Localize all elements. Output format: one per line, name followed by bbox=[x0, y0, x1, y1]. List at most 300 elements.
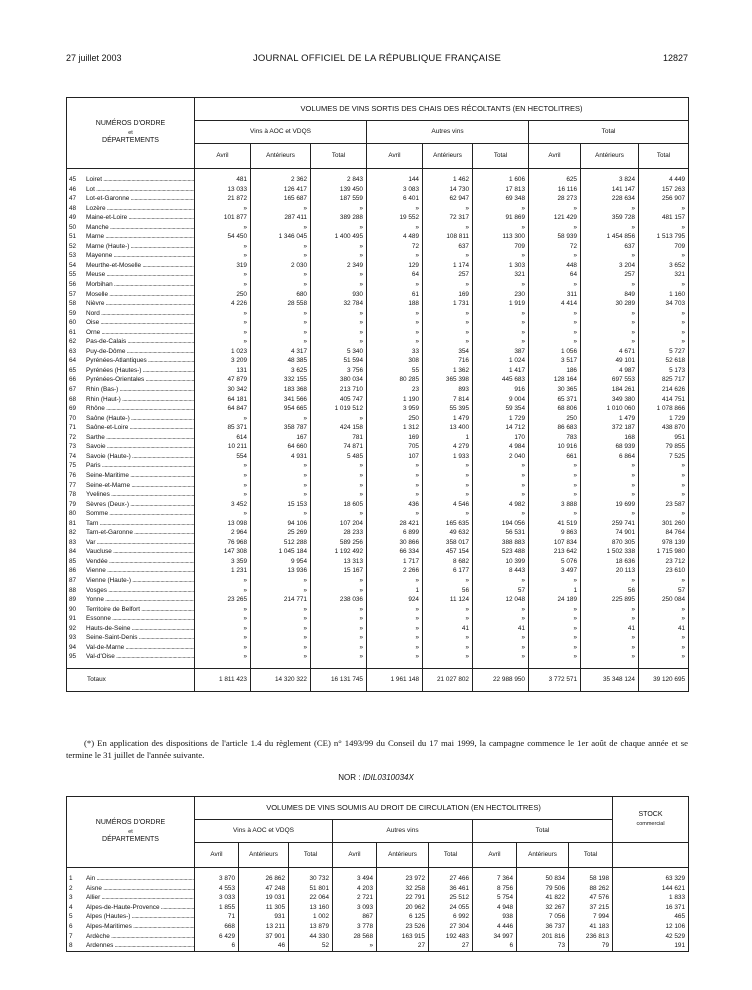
value-cell: » bbox=[251, 633, 311, 643]
value-cell: 6 bbox=[473, 941, 517, 951]
value-cell: » bbox=[367, 624, 423, 634]
value-cell: » bbox=[639, 309, 689, 319]
total-value-cell: 35 348 124 bbox=[581, 668, 639, 691]
col-header: Antérieurs bbox=[377, 843, 429, 868]
nor-reference bbox=[0, 773, 752, 782]
value-cell: 41 183 bbox=[569, 922, 613, 932]
value-cell: 20 962 bbox=[377, 903, 429, 913]
value-cell: » bbox=[367, 643, 423, 653]
value-cell: 63 329 bbox=[613, 874, 689, 884]
value-cell: 1 400 495 bbox=[311, 232, 367, 242]
table-row bbox=[67, 471, 689, 481]
value-cell: 2 349 bbox=[311, 261, 367, 271]
value-cell: 56 bbox=[581, 586, 639, 596]
value-cell: 867 bbox=[333, 912, 377, 922]
value-cell: 19 552 bbox=[367, 213, 423, 223]
value-cell: 23 610 bbox=[639, 566, 689, 576]
department-number: 88 bbox=[69, 586, 77, 594]
department-name: Essonne ..... bbox=[86, 615, 195, 622]
value-cell: » bbox=[473, 309, 529, 319]
value-cell: 6 992 bbox=[429, 912, 473, 922]
value-cell: 72 bbox=[367, 242, 423, 252]
department-name: Rhône ..... bbox=[86, 405, 195, 412]
value-cell: » bbox=[473, 490, 529, 500]
table-row bbox=[67, 614, 689, 624]
department-cell bbox=[67, 414, 195, 424]
value-cell: 22 791 bbox=[377, 893, 429, 903]
department-cell bbox=[67, 461, 195, 471]
department-number: 77 bbox=[69, 481, 77, 489]
table-row bbox=[67, 481, 689, 491]
value-cell: 3 824 bbox=[581, 175, 639, 185]
value-cell: » bbox=[311, 414, 367, 424]
value-cell: 27 bbox=[377, 941, 429, 951]
value-cell: 709 bbox=[639, 242, 689, 252]
value-cell: » bbox=[423, 251, 473, 261]
table-row bbox=[67, 912, 689, 922]
value-cell: 147 308 bbox=[195, 547, 251, 557]
department-cell bbox=[67, 643, 195, 653]
value-cell: » bbox=[423, 471, 473, 481]
value-cell: » bbox=[367, 337, 423, 347]
value-cell: » bbox=[473, 223, 529, 233]
value-cell: 24 055 bbox=[429, 903, 473, 913]
value-cell: 1 312 bbox=[367, 423, 423, 433]
row-header-line2: et bbox=[128, 828, 133, 835]
value-cell: » bbox=[581, 576, 639, 586]
value-cell: 15 167 bbox=[311, 566, 367, 576]
value-cell: 14 712 bbox=[473, 423, 529, 433]
value-cell: » bbox=[195, 643, 251, 653]
department-name: Orne ..... bbox=[86, 329, 195, 336]
department-name: Oise ..... bbox=[86, 319, 195, 326]
department-name: Lozère ..... bbox=[86, 205, 195, 212]
value-cell: 64 bbox=[367, 270, 423, 280]
value-cell: 332 155 bbox=[251, 375, 311, 385]
value-cell: 51 801 bbox=[289, 884, 333, 894]
value-cell: » bbox=[251, 204, 311, 214]
department-cell bbox=[67, 395, 195, 405]
value-cell: 28 568 bbox=[333, 932, 377, 942]
table-title: VOLUMES DE VINS SORTIS DES CHAIS DES RÉCOLTANTS (EN HECTOLITRES) bbox=[195, 98, 689, 121]
value-cell: 27 bbox=[429, 941, 473, 951]
value-cell: » bbox=[581, 509, 639, 519]
value-cell: » bbox=[529, 633, 581, 643]
col-header: Antérieurs bbox=[251, 144, 311, 169]
value-cell: » bbox=[251, 576, 311, 586]
department-name: Seine-Maritime ..... bbox=[86, 472, 195, 479]
value-cell: 1 502 338 bbox=[581, 547, 639, 557]
department-cell bbox=[67, 614, 195, 624]
department-number: 83 bbox=[69, 538, 77, 546]
value-cell: 64 181 bbox=[195, 395, 251, 405]
value-cell: 5 485 bbox=[311, 452, 367, 462]
value-cell: » bbox=[367, 204, 423, 214]
table-row bbox=[67, 337, 689, 347]
table-row bbox=[67, 442, 689, 452]
value-cell: » bbox=[251, 614, 311, 624]
table-row bbox=[67, 903, 689, 913]
col-header: Total bbox=[429, 843, 473, 868]
value-cell: 4 931 bbox=[251, 452, 311, 462]
table-row bbox=[67, 884, 689, 894]
value-cell: 21 872 bbox=[195, 194, 251, 204]
value-cell: 23 972 bbox=[377, 874, 429, 884]
value-cell: » bbox=[529, 461, 581, 471]
value-cell: 870 305 bbox=[581, 538, 639, 548]
department-number: 69 bbox=[69, 405, 77, 413]
value-cell: 228 634 bbox=[581, 194, 639, 204]
value-cell: 131 bbox=[195, 366, 251, 376]
department-cell bbox=[67, 922, 195, 932]
value-cell: 52 bbox=[289, 941, 333, 951]
department-name: Saône-et-Loire ..... bbox=[86, 424, 195, 431]
value-cell: » bbox=[473, 481, 529, 491]
value-cell: 893 bbox=[423, 385, 473, 395]
value-cell: 28 421 bbox=[367, 519, 423, 529]
value-cell: 34 703 bbox=[639, 299, 689, 309]
value-cell: » bbox=[423, 490, 473, 500]
table-row bbox=[67, 251, 689, 261]
value-cell: 625 bbox=[529, 175, 581, 185]
value-cell: » bbox=[195, 251, 251, 261]
row-header-line3: DÉPARTEMENTS bbox=[102, 836, 159, 844]
value-cell: » bbox=[311, 270, 367, 280]
table-row bbox=[67, 366, 689, 376]
value-cell: » bbox=[367, 490, 423, 500]
value-cell: 50 834 bbox=[517, 874, 569, 884]
value-cell: 924 bbox=[367, 595, 423, 605]
value-cell: 68 806 bbox=[529, 404, 581, 414]
value-cell: 1 bbox=[423, 433, 473, 443]
value-cell: 167 bbox=[251, 433, 311, 443]
department-cell bbox=[67, 433, 195, 443]
department-number: 51 bbox=[69, 233, 77, 241]
value-cell: 194 056 bbox=[473, 519, 529, 529]
department-cell bbox=[67, 652, 195, 662]
department-number: 7 bbox=[69, 932, 73, 940]
value-cell: 27 304 bbox=[429, 922, 473, 932]
value-cell: » bbox=[639, 280, 689, 290]
value-cell: 30 866 bbox=[367, 538, 423, 548]
value-cell: 1 933 bbox=[423, 452, 473, 462]
value-cell: 18 636 bbox=[581, 557, 639, 567]
value-cell: 57 bbox=[639, 586, 689, 596]
value-cell: 5 076 bbox=[529, 557, 581, 567]
value-cell: » bbox=[311, 318, 367, 328]
table-row bbox=[67, 922, 689, 932]
value-cell: 405 747 bbox=[311, 395, 367, 405]
value-cell: » bbox=[529, 614, 581, 624]
value-cell: » bbox=[311, 586, 367, 596]
total-value-cell: 21 027 802 bbox=[423, 668, 473, 691]
value-cell: 165 635 bbox=[423, 519, 473, 529]
table-row bbox=[67, 309, 689, 319]
value-cell: 321 bbox=[639, 270, 689, 280]
department-cell bbox=[67, 624, 195, 634]
stock-col-header bbox=[613, 843, 689, 868]
value-cell: 445 683 bbox=[473, 375, 529, 385]
value-cell: » bbox=[529, 490, 581, 500]
value-cell: 388 883 bbox=[473, 538, 529, 548]
col-header: Antérieurs bbox=[423, 144, 473, 169]
department-cell bbox=[67, 912, 195, 922]
col-header: Avril bbox=[473, 843, 517, 868]
table-row bbox=[67, 204, 689, 214]
value-cell: 144 621 bbox=[613, 884, 689, 894]
department-cell bbox=[67, 194, 195, 204]
value-cell: 128 164 bbox=[529, 375, 581, 385]
value-cell: 4 449 bbox=[639, 175, 689, 185]
value-cell: 1 bbox=[529, 586, 581, 596]
value-cell: 23 712 bbox=[639, 557, 689, 567]
footnote: (*) En application des dispositions de l'article 1.4 du règlement (CE) n° 1493/99 du Conseil du 17 mai 1999, la campagne commence le 1er août de chaque année et se termine le 31 juillet de l'année suivante. bbox=[66, 738, 688, 760]
value-cell: » bbox=[311, 223, 367, 233]
department-name: Vendée ..... bbox=[86, 558, 195, 565]
page-header bbox=[66, 53, 688, 67]
value-cell: 1 024 bbox=[473, 356, 529, 366]
value-cell: 438 870 bbox=[639, 423, 689, 433]
value-cell: 7 525 bbox=[639, 452, 689, 462]
stock-header-line1: STOCK bbox=[638, 810, 663, 818]
nor-code: IDIL0310034X bbox=[362, 773, 414, 782]
table-row bbox=[67, 290, 689, 300]
department-cell bbox=[67, 423, 195, 433]
col-header: Antérieurs bbox=[517, 843, 569, 868]
value-cell: 614 bbox=[195, 433, 251, 443]
value-cell: » bbox=[639, 614, 689, 624]
table-row bbox=[67, 586, 689, 596]
value-cell: 11 305 bbox=[239, 903, 289, 913]
value-cell: » bbox=[581, 461, 639, 471]
department-name: Vienne (Haute-) ..... bbox=[86, 577, 195, 584]
value-cell: » bbox=[251, 318, 311, 328]
table-row bbox=[67, 356, 689, 366]
value-cell: » bbox=[423, 614, 473, 624]
value-cell: » bbox=[529, 280, 581, 290]
table-row bbox=[67, 223, 689, 233]
value-cell: » bbox=[639, 328, 689, 338]
value-cell: » bbox=[473, 318, 529, 328]
value-cell: 56 531 bbox=[473, 528, 529, 538]
department-number: 67 bbox=[69, 386, 77, 394]
department-cell bbox=[67, 490, 195, 500]
value-cell: » bbox=[311, 242, 367, 252]
department-name: Pas-de-Calais ..... bbox=[86, 338, 195, 345]
value-cell: 64 660 bbox=[251, 442, 311, 452]
value-cell: 2 040 bbox=[473, 452, 529, 462]
value-cell: 13 160 bbox=[289, 903, 333, 913]
value-cell: 4 553 bbox=[195, 884, 239, 894]
value-cell: » bbox=[473, 633, 529, 643]
value-cell: 1 303 bbox=[473, 261, 529, 271]
value-cell: 7 364 bbox=[473, 874, 517, 884]
department-number: 72 bbox=[69, 433, 77, 441]
value-cell: » bbox=[581, 280, 639, 290]
table-title: VOLUMES DE VINS SOUMIS AU DROIT DE CIRCULATION (EN HECTOLITRES) bbox=[195, 797, 613, 820]
value-cell: » bbox=[311, 204, 367, 214]
value-cell: » bbox=[581, 328, 639, 338]
value-cell: » bbox=[251, 643, 311, 653]
value-cell: 51 594 bbox=[311, 356, 367, 366]
value-cell: » bbox=[311, 481, 367, 491]
value-cell: » bbox=[367, 633, 423, 643]
department-cell bbox=[67, 528, 195, 538]
value-cell: » bbox=[251, 481, 311, 491]
value-cell: 6 864 bbox=[581, 452, 639, 462]
value-cell: 1 160 bbox=[639, 290, 689, 300]
value-cell: 13 936 bbox=[251, 566, 311, 576]
value-cell: » bbox=[529, 643, 581, 653]
department-cell bbox=[67, 318, 195, 328]
value-cell: » bbox=[639, 643, 689, 653]
department-cell bbox=[67, 932, 195, 942]
value-cell: » bbox=[311, 643, 367, 653]
col-header: Avril bbox=[529, 144, 581, 169]
value-cell: 91 869 bbox=[473, 213, 529, 223]
department-cell bbox=[67, 337, 195, 347]
department-cell bbox=[67, 213, 195, 223]
value-cell: 3 778 bbox=[333, 922, 377, 932]
department-number: 2 bbox=[69, 884, 73, 892]
value-cell: 30 365 bbox=[529, 385, 581, 395]
department-cell bbox=[67, 242, 195, 252]
value-cell: 250 bbox=[367, 414, 423, 424]
department-name: Alpes-de-Haute-Provence ..... bbox=[86, 904, 195, 911]
value-cell: » bbox=[311, 605, 367, 615]
value-cell: 257 bbox=[423, 270, 473, 280]
value-cell: » bbox=[251, 328, 311, 338]
value-cell: » bbox=[581, 204, 639, 214]
value-cell: » bbox=[581, 605, 639, 615]
col-header: Total bbox=[473, 144, 529, 169]
department-cell bbox=[67, 356, 195, 366]
value-cell: » bbox=[251, 251, 311, 261]
value-cell: 6 125 bbox=[377, 912, 429, 922]
department-number: 92 bbox=[69, 624, 77, 632]
table-row bbox=[67, 261, 689, 271]
value-cell: » bbox=[473, 652, 529, 662]
value-cell: 705 bbox=[367, 442, 423, 452]
table-row bbox=[67, 519, 689, 529]
value-cell: » bbox=[581, 337, 639, 347]
value-cell: 47 248 bbox=[239, 884, 289, 894]
department-name: Paris ..... bbox=[86, 462, 195, 469]
value-cell: 5 754 bbox=[473, 893, 517, 903]
department-cell bbox=[67, 223, 195, 233]
value-cell: 938 bbox=[473, 912, 517, 922]
department-cell bbox=[67, 299, 195, 309]
value-cell: » bbox=[639, 251, 689, 261]
value-cell: 2 964 bbox=[195, 528, 251, 538]
value-cell: 15 153 bbox=[251, 500, 311, 510]
value-cell: 2 843 bbox=[311, 175, 367, 185]
department-number: 48 bbox=[69, 204, 77, 212]
value-cell: 74 901 bbox=[581, 528, 639, 538]
value-cell: 187 559 bbox=[311, 194, 367, 204]
department-cell bbox=[67, 175, 195, 185]
value-cell: 319 bbox=[195, 261, 251, 271]
department-name: Aisne ..... bbox=[86, 885, 195, 892]
department-cell bbox=[67, 270, 195, 280]
department-number: 53 bbox=[69, 252, 77, 260]
value-cell: » bbox=[639, 318, 689, 328]
value-cell: » bbox=[639, 481, 689, 491]
table-row bbox=[67, 232, 689, 242]
value-cell: 46 bbox=[239, 941, 289, 951]
value-cell: » bbox=[195, 624, 251, 634]
value-cell: 6 899 bbox=[367, 528, 423, 538]
row-header-line2: et bbox=[128, 129, 133, 136]
table-row bbox=[67, 299, 689, 309]
header-page-number: 12827 bbox=[662, 53, 688, 63]
value-cell: 54 450 bbox=[195, 232, 251, 242]
value-cell: 716 bbox=[423, 356, 473, 366]
value-cell: 69 348 bbox=[473, 194, 529, 204]
value-cell: 169 bbox=[423, 290, 473, 300]
value-cell: 52 618 bbox=[639, 356, 689, 366]
department-number: 74 bbox=[69, 452, 77, 460]
value-cell: » bbox=[195, 633, 251, 643]
value-cell: » bbox=[195, 481, 251, 491]
value-cell: » bbox=[251, 337, 311, 347]
value-cell: 201 816 bbox=[517, 932, 569, 942]
value-cell: » bbox=[423, 204, 473, 214]
department-name: Meurthe-et-Moselle ..... bbox=[86, 262, 195, 269]
value-cell: » bbox=[529, 318, 581, 328]
value-cell: 1 346 045 bbox=[251, 232, 311, 242]
value-cell: 5 340 bbox=[311, 347, 367, 357]
value-cell: » bbox=[251, 242, 311, 252]
value-cell: » bbox=[195, 204, 251, 214]
value-cell: » bbox=[423, 633, 473, 643]
value-cell: 188 bbox=[367, 299, 423, 309]
value-cell: 1 717 bbox=[367, 557, 423, 567]
value-cell: 3 870 bbox=[195, 874, 239, 884]
department-cell bbox=[67, 576, 195, 586]
value-cell: 978 139 bbox=[639, 538, 689, 548]
value-cell: 465 bbox=[613, 912, 689, 922]
value-cell: 8 443 bbox=[473, 566, 529, 576]
value-cell: 19 699 bbox=[581, 500, 639, 510]
value-cell: » bbox=[423, 309, 473, 319]
value-cell: 184 261 bbox=[581, 385, 639, 395]
value-cell: 1 855 bbox=[195, 903, 239, 913]
value-cell: » bbox=[195, 586, 251, 596]
value-cell: 4 546 bbox=[423, 500, 473, 510]
value-cell: 380 034 bbox=[311, 375, 367, 385]
value-cell: 709 bbox=[473, 242, 529, 252]
department-number: 62 bbox=[69, 338, 77, 346]
row-header-line3: DÉPARTEMENTS bbox=[102, 137, 159, 145]
value-cell: 238 036 bbox=[311, 595, 367, 605]
value-cell: 72 bbox=[529, 242, 581, 252]
value-cell: 5 727 bbox=[639, 347, 689, 357]
department-number: 66 bbox=[69, 376, 77, 384]
value-cell: 23 bbox=[367, 385, 423, 395]
value-cell: 79 506 bbox=[517, 884, 569, 894]
value-cell: 14 730 bbox=[423, 185, 473, 195]
value-cell: 3 652 bbox=[639, 261, 689, 271]
col-header: Avril bbox=[367, 144, 423, 169]
value-cell: » bbox=[473, 614, 529, 624]
value-cell: 1 bbox=[367, 586, 423, 596]
value-cell: 33 bbox=[367, 347, 423, 357]
department-number: 71 bbox=[69, 424, 77, 432]
department-name: Hauts-de-Seine ..... bbox=[86, 625, 195, 632]
value-cell: 30 732 bbox=[289, 874, 333, 884]
table-row bbox=[67, 509, 689, 519]
